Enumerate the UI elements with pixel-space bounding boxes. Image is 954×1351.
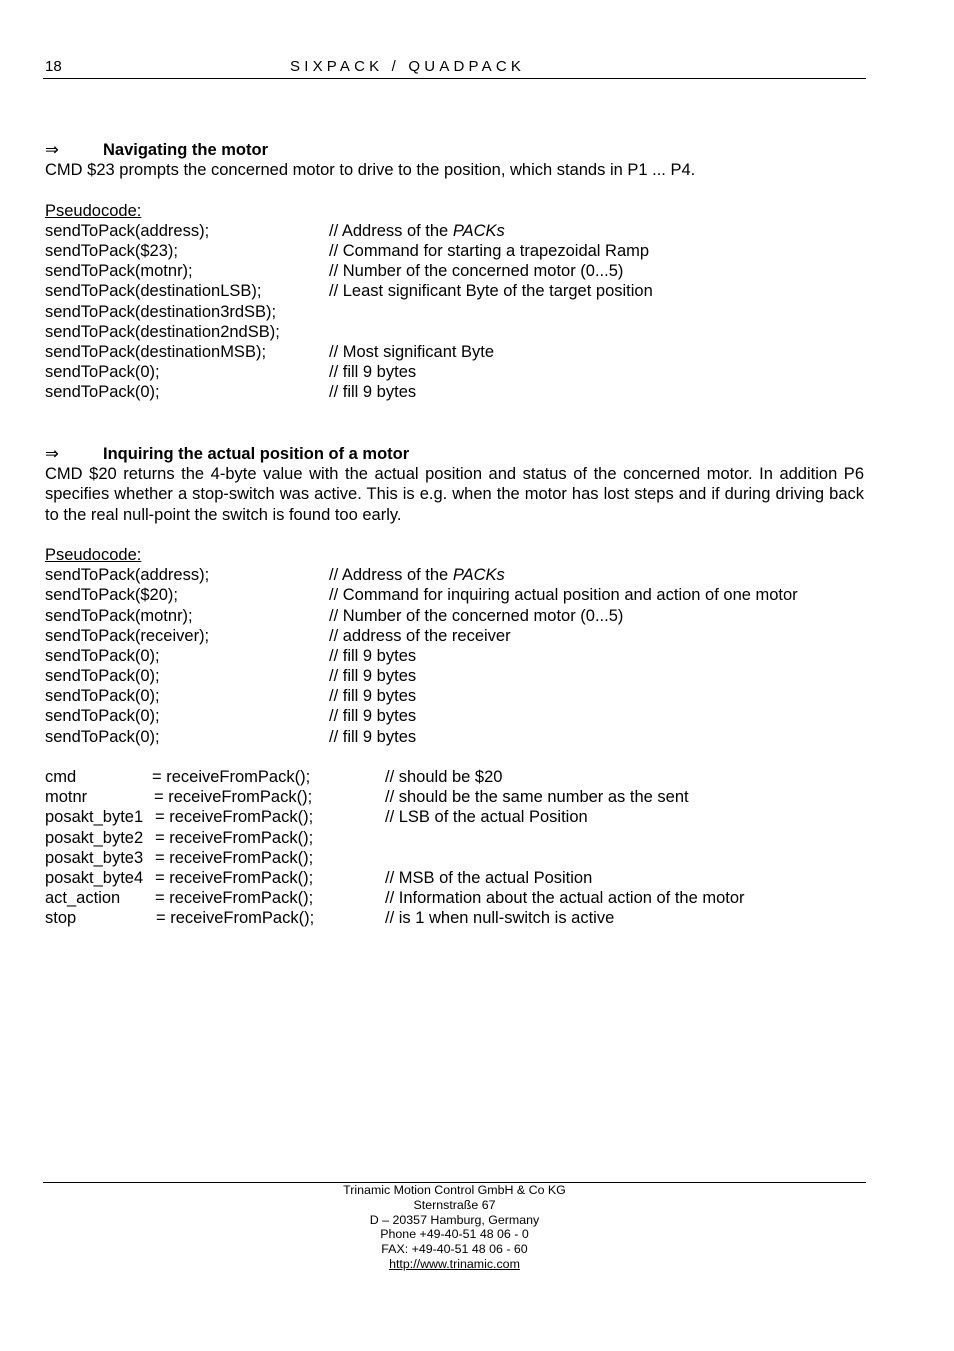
receive-comment: // Information about the actual action of the motor xyxy=(385,889,745,908)
receive-variable: cmd xyxy=(45,768,77,787)
receive-variable: posakt_byte4 xyxy=(45,868,144,887)
code-statement: sendToPack(address); xyxy=(45,566,210,585)
receive-variable: posakt_byte1 xyxy=(45,808,144,827)
code-comment: // Command for inquiring actual position and action of one motor xyxy=(329,586,798,605)
code-line xyxy=(45,221,864,241)
code-line xyxy=(45,626,864,646)
code-comment: // Address of the PACKs xyxy=(329,221,505,240)
receive-expression: = receiveFromPack(); xyxy=(155,848,314,867)
code-line xyxy=(45,281,864,301)
code-comment: // Most significant Byte xyxy=(329,342,495,361)
pseudocode-send-block xyxy=(45,565,864,747)
code-line xyxy=(45,322,864,342)
code-line xyxy=(45,362,864,382)
packs-emphasis: PACKs xyxy=(452,221,505,240)
code-comment: // fill 9 bytes xyxy=(329,687,417,706)
receive-variable: posakt_byte3 xyxy=(45,848,144,867)
code-statement: sendToPack(0); xyxy=(45,667,160,686)
code-line xyxy=(45,727,864,747)
code-statement: sendToPack(address); xyxy=(45,221,210,240)
code-statement: sendToPack(destination3rdSB); xyxy=(45,302,277,321)
code-comment: // fill 9 bytes xyxy=(329,383,417,402)
pseudocode-receive-block xyxy=(45,767,864,929)
implies-arrow-icon: ⇒ xyxy=(45,141,59,159)
footer-company: Trinamic Motion Control GmbH & Co KG xyxy=(343,1183,566,1197)
footer-website-link[interactable]: http://www.trinamic.com xyxy=(389,1256,520,1271)
receive-comment: // MSB of the actual Position xyxy=(385,868,593,887)
section-title: Inquiring the actual position of a motor xyxy=(103,445,410,463)
code-statement: sendToPack(0); xyxy=(45,363,160,382)
packs-emphasis: PACKs xyxy=(452,566,505,585)
receive-variable: stop xyxy=(45,909,77,928)
section-intro: CMD $23 prompts the concerned motor to drive to the position, which stands in P1 ... P4. xyxy=(45,161,696,180)
receive-expression: = receiveFromPack(); xyxy=(155,868,314,887)
section-inquiring-position xyxy=(45,444,864,929)
receive-expression: = receiveFromPack(); xyxy=(156,909,315,928)
document-title: SIXPACK / QUADPACK xyxy=(290,58,526,75)
code-statement: sendToPack(motnr); xyxy=(45,606,193,625)
receive-variable: posakt_byte2 xyxy=(45,828,144,847)
receive-line xyxy=(45,787,864,807)
receive-line xyxy=(45,807,864,827)
section-navigating-motor xyxy=(45,140,864,402)
code-statement: sendToPack(motnr); xyxy=(45,262,193,281)
receive-line xyxy=(45,908,864,928)
pseudocode-label: Pseudocode: xyxy=(45,201,142,220)
code-comment: // Least significant Byte of the target position xyxy=(329,282,653,301)
code-statement: sendToPack($20); xyxy=(45,586,178,605)
footer-phone: Phone +49-40-51 48 06 - 0 xyxy=(380,1227,529,1242)
code-statement: sendToPack(destinationMSB); xyxy=(45,342,267,361)
pseudocode-send-block xyxy=(45,221,864,403)
footer-street: Sternstraße 67 xyxy=(413,1197,496,1212)
receive-line xyxy=(45,848,864,868)
code-comment: // Number of the concerned motor (0...5) xyxy=(329,262,624,281)
code-line xyxy=(45,241,864,261)
receive-variable: act_action xyxy=(45,889,121,908)
code-line xyxy=(45,666,864,686)
code-statement: sendToPack(0); xyxy=(45,707,160,726)
code-comment: // address of the receiver xyxy=(329,626,511,645)
code-comment: // fill 9 bytes xyxy=(329,646,417,665)
receive-comment: // should be $20 xyxy=(385,768,503,787)
receive-expression: = receiveFromPack(); xyxy=(155,808,314,827)
code-line xyxy=(45,261,864,281)
code-comment: // fill 9 bytes xyxy=(329,667,417,686)
code-line xyxy=(45,606,864,626)
code-line xyxy=(45,302,864,322)
receive-expression: = receiveFromPack(); xyxy=(155,889,314,908)
code-comment: // Address of the PACKs xyxy=(329,566,505,585)
code-statement: sendToPack(0); xyxy=(45,646,160,665)
receive-line xyxy=(45,767,864,787)
receive-line xyxy=(45,888,864,908)
receive-expression: = receiveFromPack(); xyxy=(154,788,313,807)
page-number: 18 xyxy=(45,58,62,75)
section-intro: CMD $20 returns the 4-byte value with the actual position and status of the concerned motor. In addition P6 specifies whether a stop-switch was active. This is e.g. when the motor has lost steps and if during driving back to the real null-point the switch is found too early. xyxy=(45,465,864,524)
code-comment: // fill 9 bytes xyxy=(329,727,417,746)
code-statement: sendToPack(0); xyxy=(45,383,160,402)
header-rule xyxy=(43,78,866,79)
section-heading xyxy=(45,140,864,160)
section-heading xyxy=(45,444,864,464)
code-comment: // fill 9 bytes xyxy=(329,707,417,726)
footer-city: D – 20357 Hamburg, Germany xyxy=(369,1212,540,1227)
receive-comment: // LSB of the actual Position xyxy=(385,808,588,827)
code-line xyxy=(45,382,864,402)
code-statement: sendToPack(destination2ndSB); xyxy=(45,322,280,341)
receive-variable: motnr xyxy=(45,788,88,807)
code-comment: // fill 9 bytes xyxy=(329,363,417,382)
code-line xyxy=(45,565,864,585)
receive-line xyxy=(45,868,864,888)
code-line xyxy=(45,706,864,726)
footer-fax: FAX: +49-40-51 48 06 - 60 xyxy=(381,1242,528,1257)
code-statement: sendToPack(0); xyxy=(45,727,160,746)
page-footer xyxy=(43,1183,866,1272)
receive-comment: // is 1 when null-switch is active xyxy=(385,909,615,928)
pseudocode-label: Pseudocode: xyxy=(45,545,142,564)
code-line xyxy=(45,686,864,706)
code-statement: sendToPack(destinationLSB); xyxy=(45,282,262,301)
code-statement: sendToPack($23); xyxy=(45,241,178,260)
receive-expression: = receiveFromPack(); xyxy=(155,828,314,847)
code-comment: // Command for starting a trapezoidal Ramp xyxy=(329,241,650,260)
code-statement: sendToPack(0); xyxy=(45,687,160,706)
implies-arrow-icon: ⇒ xyxy=(45,445,59,463)
code-line xyxy=(45,342,864,362)
receive-line xyxy=(45,828,864,848)
code-comment: // Number of the concerned motor (0...5) xyxy=(329,606,624,625)
code-statement: sendToPack(receiver); xyxy=(45,626,210,645)
receive-comment: // should be the same number as the sent xyxy=(385,788,689,807)
code-line xyxy=(45,646,864,666)
section-title: Navigating the motor xyxy=(103,141,269,159)
receive-expression: = receiveFromPack(); xyxy=(152,768,311,787)
code-line xyxy=(45,585,864,605)
